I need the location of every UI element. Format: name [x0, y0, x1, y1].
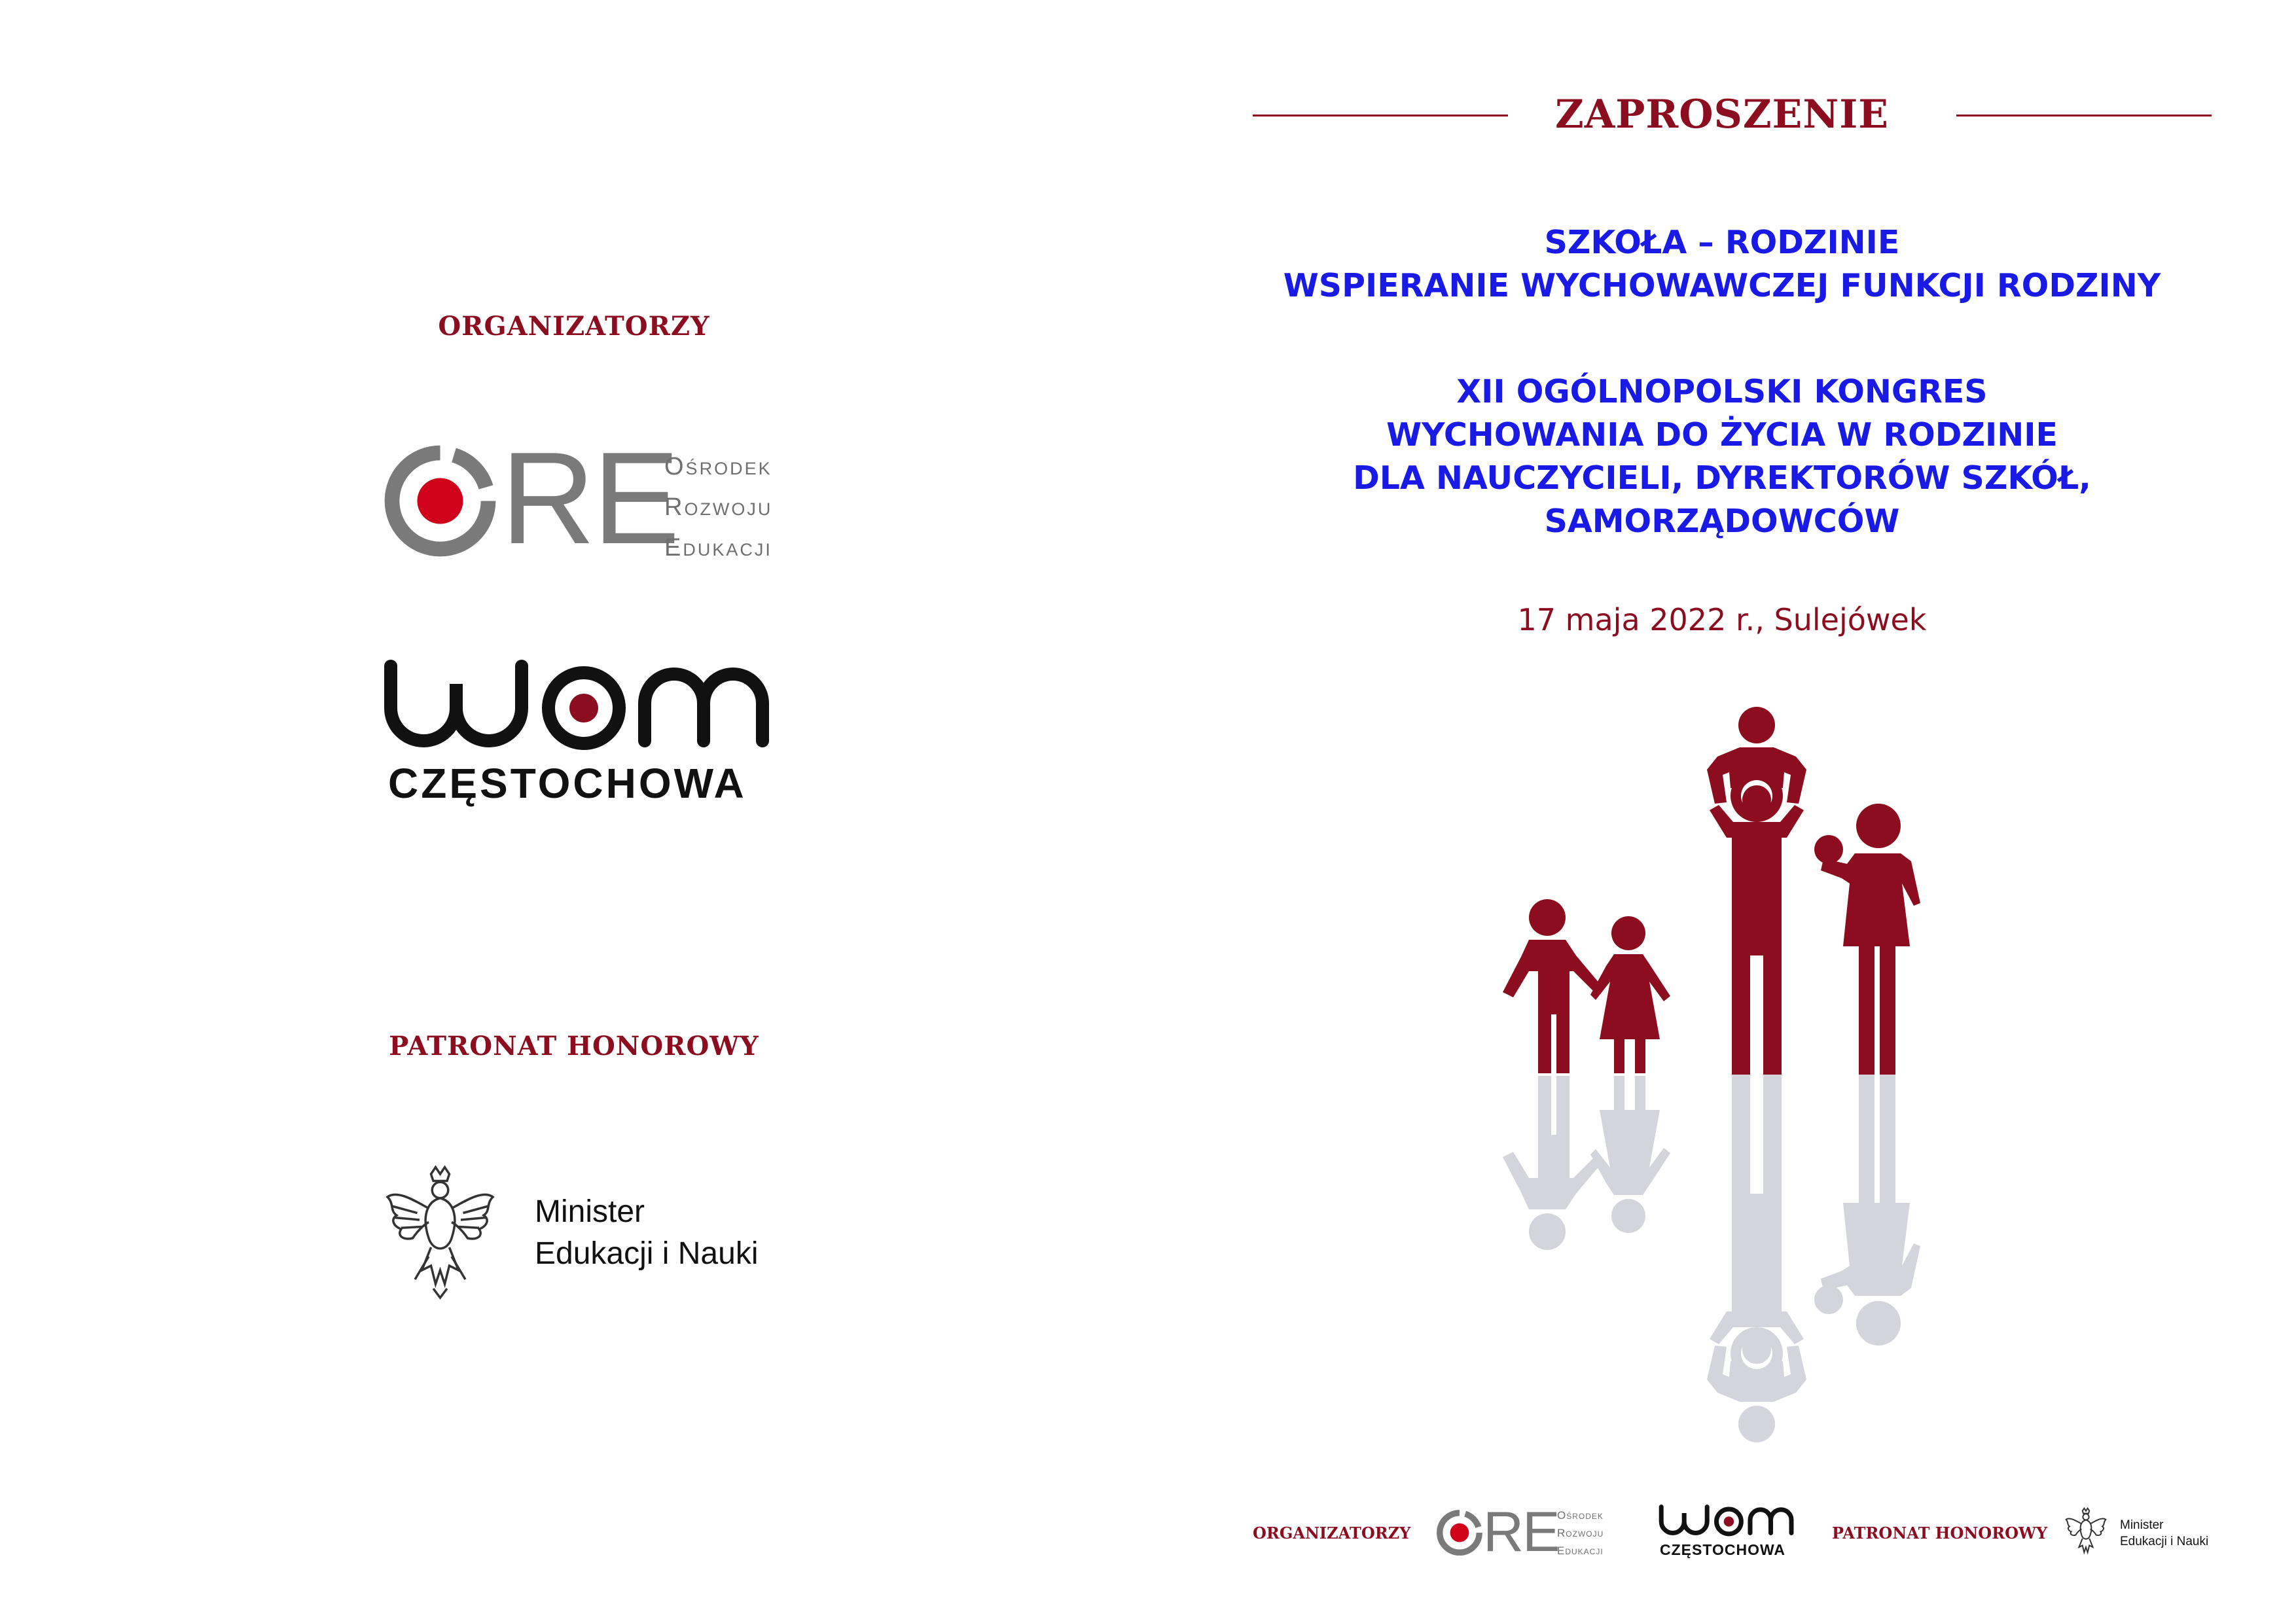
footer-ore-line: Edukacji	[1557, 1544, 1604, 1557]
footer-wom-city: CZĘSTOCHOWA	[1660, 1541, 1786, 1558]
ministry-text	[535, 1191, 758, 1275]
ore-line: Edukacji	[664, 534, 772, 562]
wom-logo	[383, 654, 776, 812]
footer-ore-line: Ośrodek	[1557, 1509, 1604, 1522]
ministry-line1: Minister	[535, 1194, 645, 1229]
ministry-line2: Edukacji i Nauki	[535, 1236, 759, 1271]
theme-line: SZKOŁA – RODZINIE	[1544, 224, 1900, 261]
ore-line: Rozwoju	[664, 493, 773, 521]
footer-wom-logo	[1659, 1502, 1796, 1567]
polish-eagle-emblem-icon	[383, 1165, 497, 1302]
ore-line: Ośrodek	[664, 453, 772, 480]
congress-block	[1148, 370, 2296, 543]
footer-patron: PATRONAT HONOROWY	[1832, 1524, 2048, 1543]
footer-ministry-text	[2120, 1517, 2208, 1550]
footer-ministry-logo	[2064, 1507, 2215, 1565]
ministry-logo	[383, 1165, 841, 1315]
ore-logo-mark-icon	[383, 444, 497, 558]
polish-eagle-emblem-icon	[2064, 1507, 2108, 1560]
ore-description	[664, 446, 772, 568]
wom-logo-mark-icon	[383, 654, 776, 753]
wom-city: CZĘSTOCHOWA	[388, 760, 747, 807]
ore-logo-mark-icon	[1436, 1509, 1483, 1556]
ore-logo	[383, 425, 789, 571]
congress-line: SAMORZĄDOWCÓW	[1544, 503, 1900, 540]
patron-heading: PATRONAT HONOROWY	[389, 1031, 759, 1061]
ore-letters: RE	[501, 425, 677, 571]
footer-logos	[1148, 1499, 2296, 1571]
wom-logo-mark-icon	[1659, 1502, 1796, 1538]
footer-ore-description	[1557, 1507, 1604, 1560]
footer-ministry-line2: Edukacji i Nauki	[2120, 1535, 2209, 1548]
theme-line: WSPIERANIE WYCHOWAWCZEJ FUNKCJI RODZINY	[1283, 267, 2161, 304]
footer-organizers: ORGANIZATORZY	[1253, 1524, 1411, 1543]
theme-block	[1148, 221, 2296, 308]
organizers-heading: ORGANIZATORZY	[438, 311, 710, 342]
footer-ore-line: Rozwoju	[1557, 1527, 1604, 1539]
footer-ore-logo	[1436, 1501, 1632, 1563]
footer-ore-letters: RE	[1483, 1501, 1559, 1563]
family-pictogram-icon	[1488, 707, 1960, 1446]
invitation-title: ZAPROSZENIE	[1554, 92, 1890, 137]
congress-line: WYCHOWANIA DO ŻYCIA W RODZINIE	[1386, 416, 2058, 454]
right-panel	[1148, 0, 2296, 1623]
footer-ministry-line1: Minister	[2120, 1518, 2164, 1532]
date-place: 17 maja 2022 r., Sulejówek	[1517, 602, 1927, 637]
congress-line: DLA NAUCZYCIELI, DYREKTORÓW SZKÓŁ,	[1353, 459, 2091, 497]
congress-line: XII OGÓLNOPOLSKI KONGRES	[1456, 373, 1988, 410]
